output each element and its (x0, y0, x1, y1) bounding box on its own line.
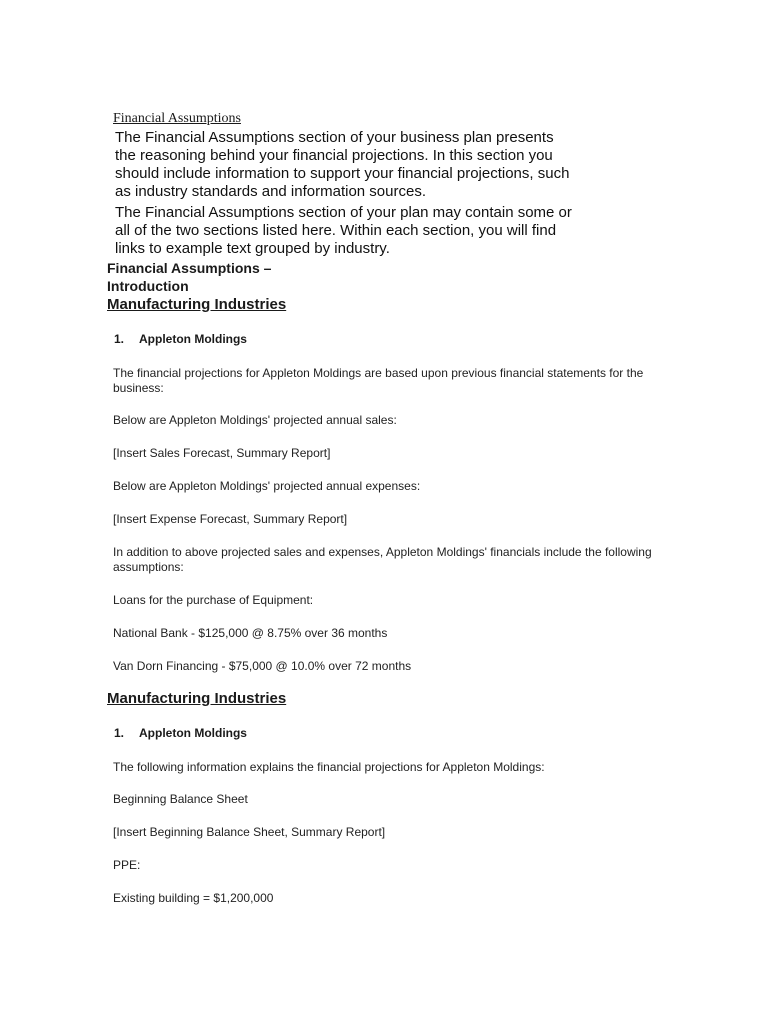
body-paragraph: Beginning Balance Sheet (113, 792, 248, 806)
intro-paragraph (115, 204, 575, 258)
industry-heading: Manufacturing Industries (107, 690, 287, 707)
section-subheading: Introduction (107, 278, 189, 294)
item-number: 1. (114, 726, 125, 740)
body-paragraph: Below are Appleton Moldings' projected annual sales: (113, 413, 397, 427)
intro-paragraph (115, 129, 575, 201)
industry-heading: Manufacturing Industries (107, 296, 287, 313)
section-heading: Financial Assumptions – (107, 260, 272, 276)
body-paragraph: The financial projections for Appleton Moldings are based upon previous financial statements for the business: (113, 366, 644, 395)
item-title: Appleton Moldings (139, 332, 247, 346)
placeholder-paragraph: [Insert Sales Forecast, Summary Report] (113, 446, 331, 460)
item-number: 1. (114, 332, 125, 346)
placeholder-paragraph: [Insert Expense Forecast, Summary Report] (113, 512, 348, 526)
body-paragraph: In addition to above projected sales and expenses, Appleton Moldings' financials include the following assumptions: (113, 545, 652, 574)
intro-text-2: The Financial Assumptions section of your plan may contain some or all of the two sections listed here. Within each section, you will find links to example text grouped by industry. (115, 204, 572, 257)
body-paragraph: The following information explains the financial projections for Appleton Moldings: (113, 760, 545, 774)
loan-line: National Bank - $125,000 @ 8.75% over 36 months (113, 626, 388, 640)
item-title: Appleton Moldings (139, 726, 247, 740)
body-paragraph: Below are Appleton Moldings' projected annual expenses: (113, 479, 421, 493)
placeholder-paragraph: [Insert Beginning Balance Sheet, Summary Report] (113, 825, 386, 839)
intro-text-1: The Financial Assumptions section of your business plan presents the reasoning behind your financial projections. In this section you should include information to support your financial projections, such as industry standards and information sources. (115, 129, 570, 200)
body-paragraph: Loans for the purchase of Equipment: (113, 593, 314, 607)
loan-line: Van Dorn Financing - $75,000 @ 10.0% over 72 months (113, 659, 412, 673)
numbered-item-heading (114, 726, 247, 740)
document-title: Financial Assumptions (113, 111, 241, 126)
numbered-item-heading (114, 332, 247, 346)
body-paragraph: PPE: (113, 858, 141, 872)
body-paragraph: Existing building = $1,200,000 (113, 891, 274, 905)
